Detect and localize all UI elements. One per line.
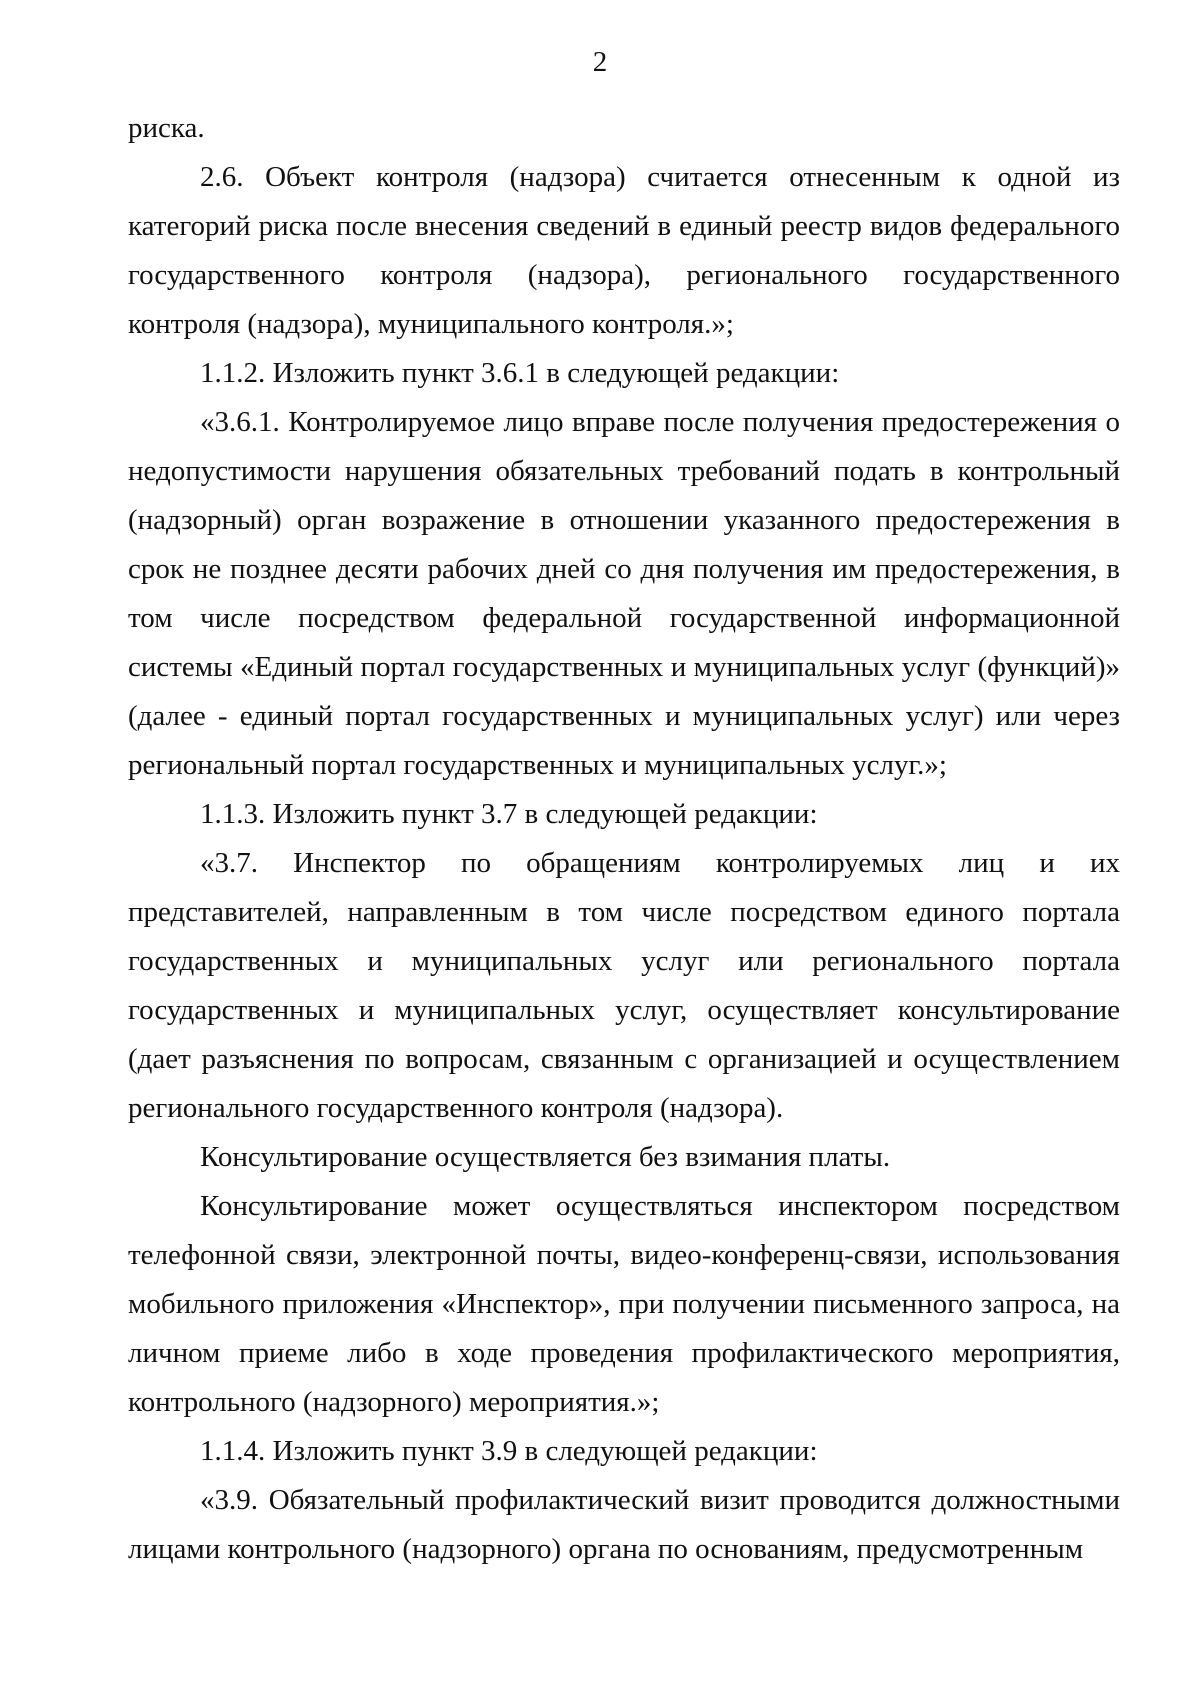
page-number: 2 [592, 46, 608, 78]
paragraph-3-6-1: «3.6.1. Контролируемое лицо вправе после получения предостережения о недопустимости нарушения обязательных требований подать в контрольный (надзорный) орган возражение в отношении указанного предостережения в срок не позднее десяти рабочих дней со дня получения им предостережения, в том числе посредством федеральной государственной информационной системы «Единый портал государственных и муниципальных услуг (функций)» (далее - единый портал государственных и муниципальных услуг) или через региональный портал государственных и муниципальных услуг.»; [128, 406, 1120, 781]
paragraph-consulting-methods: Консультирование может осуществляться инспектором посредством телефонной связи, электронной почты, видео-конференц-связи, использования мобильного приложения «Инспектор», при получении письменного запроса, на личном приеме либо в ходе проведения профилактического мероприятия, контрольного (надзорного) мероприятия.»; [128, 1190, 1120, 1418]
paragraph-continuation: риска. [128, 112, 205, 144]
document-body [128, 104, 1120, 1574]
paragraph-3-7: «3.7. Инспектор по обращениям контролируемых лиц и их представителей, направленным в том числе посредством единого портала государственных и муниципальных услуг или регионального портала государственных и муниципальных услуг, осуществляет консультирование (дает разъяснения по вопросам, связанным с организацией и осуществлением регионального государственного контроля (надзора). [128, 847, 1120, 1124]
paragraph-3-9: «3.9. Обязательный профилактический визит проводится должностными лицами контрольного (надзорного) органа по основаниям, предусмотренным [128, 1484, 1120, 1565]
paragraph-1-1-4: 1.1.4. Изложить пункт 3.9 в следующей редакции: [200, 1435, 818, 1467]
paragraph-2-6: 2.6. Объект контроля (надзора) считается отнесенным к одной из категорий риска после внесения сведений в единый реестр видов федерального государственного контроля (надзора), регионального государственного контроля (надзора), муниципального контроля.»; [128, 161, 1120, 340]
paragraph-consulting-free: Консультирование осуществляется без взимания платы. [200, 1141, 891, 1173]
paragraph-1-1-3: 1.1.3. Изложить пункт 3.7 в следующей редакции: [200, 798, 818, 830]
paragraph-1-1-2: 1.1.2. Изложить пункт 3.6.1 в следующей редакции: [200, 357, 840, 389]
